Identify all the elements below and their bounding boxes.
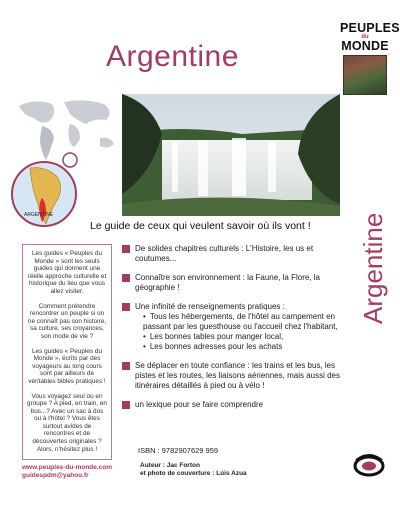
vertical-title xyxy=(352,178,392,328)
page-title: Argentine xyxy=(106,40,239,73)
tagline: Le guide de ceux qui veulent savoir où ils vont ! xyxy=(90,220,311,232)
feature-bullet: • Les bonnes tables pour manger local, xyxy=(143,332,354,342)
publisher-logo xyxy=(340,21,400,106)
intro-paragraph: Les guides « Peuples du Monde » sont les seuls guides qui donnent une réelle approche culturelle et historique du lieu que vous allez visiter. xyxy=(27,250,107,295)
feature-bullets xyxy=(143,312,354,352)
feature-item xyxy=(122,361,354,391)
intro-box xyxy=(22,244,112,460)
logo-word-monde: MONDE xyxy=(341,39,389,53)
feature-item xyxy=(122,273,354,293)
contact-links xyxy=(22,464,112,480)
email-link[interactable]: guidespdm@yahoo.fr xyxy=(22,472,89,479)
feature-text: un lexique pour se faire comprendre xyxy=(135,400,264,409)
feature-list xyxy=(122,244,354,419)
intro-paragraph: Comment prétendre rencontrer un peuple si on ne connaît pas son histoire, sa culture, ses croyances, son mode de vie ? xyxy=(27,302,107,340)
bullet-square-icon xyxy=(122,362,130,370)
author-credit: Auteur : Jac Forton xyxy=(140,462,200,469)
feature-bullet: • Les bonnes adresses pour les achats xyxy=(143,342,354,352)
logo-word-du: du xyxy=(361,34,369,40)
credits xyxy=(140,462,247,478)
feature-text: Se déplacer en toute confiance : les trains et les bus, les pistes et les routes, les liaisons aériennes, mais aussi des itinéraires détaillés à pied ou à vélo ! xyxy=(135,361,340,390)
feature-text: Connaître son environnement : la Faune, la Flore, la géographie ! xyxy=(135,273,320,292)
bullet-square-icon xyxy=(122,245,130,253)
swirl-logo-icon xyxy=(352,452,386,478)
globe-map xyxy=(8,150,80,230)
feature-item xyxy=(122,400,354,410)
waterfall-photo xyxy=(122,94,340,216)
vertical-title-text: Argentine xyxy=(358,212,388,324)
feature-text: Une infinité de renseignements pratiques : xyxy=(135,302,285,311)
intro-paragraph: Les guides « Peuples du Monde », écrits par des voyageurs au long cours sont par ailleurs de véritables bibles pratiques ! xyxy=(28,347,106,385)
bullet-square-icon xyxy=(122,274,130,282)
intro-paragraph: Vous voyagez seul ou en groupe ? A pied, en train, en bus...? Avec un sac à dos ou à l'hôtel ? Vous êtes surtout avides de rencontres et de découvertes originales ? Alors, n'hésitez plus ! xyxy=(27,392,107,453)
photo-credit: et photo de couverture : Lúis Azua xyxy=(140,470,247,477)
bullet-square-icon xyxy=(122,303,130,311)
website-link[interactable]: www.peuples-du-monde.com xyxy=(22,464,113,471)
logo-word-peuples: PEUPLES xyxy=(340,21,400,35)
feature-text: De solides chapitres culturels : L'Histoire, les us et coutumes... xyxy=(135,244,314,263)
feature-item xyxy=(122,244,354,264)
logo-photo xyxy=(343,55,387,95)
isbn: ISBN : 9782907629 959 xyxy=(138,446,219,455)
feature-item xyxy=(122,302,354,352)
globe-label: ARGENTINE xyxy=(24,212,54,218)
bullet-square-icon xyxy=(122,401,130,409)
feature-bullet: • Tous les hébergements, de l'hôtel au campement en passant par les guesthouse ou l'accueil chez l'habitant, xyxy=(143,312,354,332)
